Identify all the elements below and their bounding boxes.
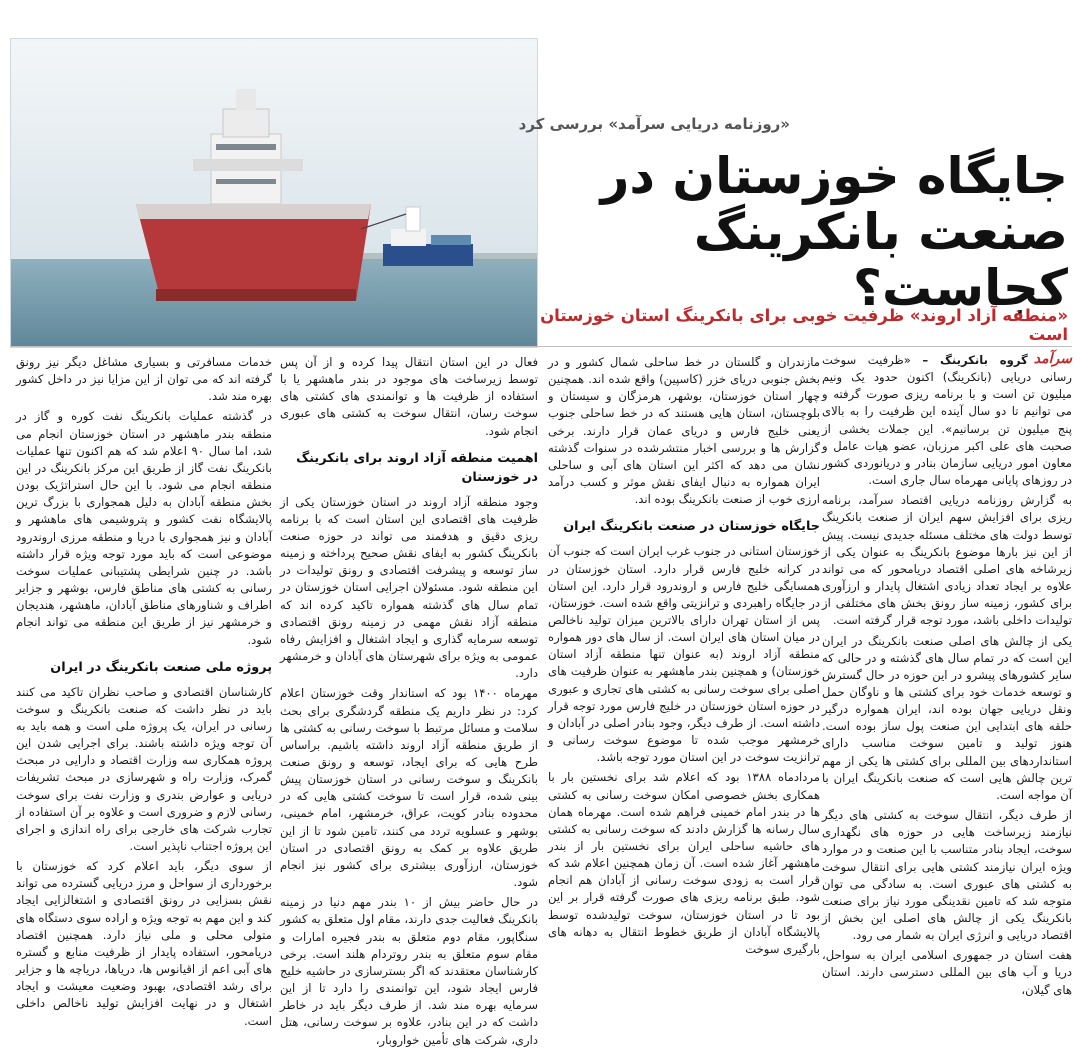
- tanker-photo: [10, 38, 538, 348]
- column-4-paragraph-4: از سوی دیگر، باید اعلام کرد که خوزستان با برخورداری از سواحل و مرز دریایی گسترده می تواند نقش بسزایی در رونق اقتصادی و اشتغالزایی ایجاد کند و این مهم به توجه ویژه و اراده سوی دستگاه های متولی محلی و ملی نیاز دارد. همچنین اقتصاد دریامحور، استفاده پایدار از ظرفیت منابع و گستره های آبی اعم از اقیانوس ها، دریاها، دریاچه ها و جزایر برای رشد اقتصادی، بهبود وضعیت معیشت و ایجاد اشتغال و در نهایت افزایش تولید ناخالص داخلی است.: [16, 859, 272, 1028]
- headline-line-2: صنعت بانکرینگ کجاست؟: [693, 203, 1068, 317]
- publisher-signature: سرآمد: [1033, 351, 1072, 367]
- column-2-paragraph-2: خوزستان استانی در جنوب غرب ایران است که جنوب آن در کرانه خلیج فارس قرار دارد. استان خوزستان در همسایگی خلیج فارس و اروندرود قرار دارد. این استان در جایگاه راهبردی و ترانزیتی واقع شده است. خوزستان، پس از استان تهران دارای بالاترین میزان تولید ناخالص در میان استان های ایران است. از سال های دور همواره منطقه آزاد اروند (به عنوان تنها منطقه آزاد استان خوزستان) و همچنین بندر ماهشهر به عنوان ظرفیت های اصلی برای سوخت رسانی به کشتی های تجاری و عبوری در حوزه استان خوزستان در خلیج فارس مورد توجه قرار داشته است. از طرف دیگر، وجود بنادر اصلی در آبادان و خرمشهر موجب شده تا موضوع سوخت رسانی و ترانزیت سوخت در این استان مورد توجه باشد.: [548, 544, 820, 765]
- column-1-paragraph-2: به گزارش روزنامه دریایی اقتصاد سرآمد، برنامه ریزی برای افزایش سهم ایران از صنعت بانکرینگ توسط دولت های مختلف مسئله جدیدی نیست. پیش از این نیز بارها موضوع بانکرینگ به عنوان یکی از زیرشاخه های اصلی اقتصاد دریامحور که می تواند علاوه بر ایجاد تعداد زیادی اشتغال پایدار و ارزآوری برای کشور، زمینه ساز رونق بخش های مختلفی از تولیدات داخلی باشد، مورد توجه قرار گرفته است.: [822, 493, 1072, 628]
- article-subhead: «منطقه آزاد اروند» ظرفیت خوبی برای بانکرینگ استان خوزستان است: [540, 306, 1068, 344]
- column-3-paragraph-4: در حال حاضر بیش از ۱۰ بندر مهم دنیا در زمینه بانکرینگ فعالیت جدی دارند، مقام اول متعلق به کشور سنگاپور، مقام دوم متعلق به بندر فجیره امارات و مقام سوم متعلق به بندر روتردام هلند است. برخی کارشناسان معتقدند که اگر بسترسازی در حاشیه خلیج فارس ایجاد شود، این توانمندی را دارد تا از این سرمایه بهره مند شد. از طرف دیگر باید در خاطر داشت که در این بنادر، علاوه بر سوخت رسانی، هتل داری، شرکت های تأمین خواروبار،: [280, 895, 539, 1047]
- lead-text: «ظرفیت سوخت رسانی دریایی (بانکرینگ) اکنون حدود یک ونیم میلیون تن است و با برنامه ریزی صورت گرفته و می توانیم تا دو سال آینده این ظرفیت را به بالای پنج میلیون تن برسانیم». این جملات بخشی از صحبت های علی اکبر مرزبان، عضو هیات عامل و معاون امور دریایی سازمان بنادر و دریانوردی کشور در روزهای پایانی مهرماه سال جاری است.: [822, 353, 1072, 488]
- article-column-2: [548, 354, 820, 978]
- column-3-paragraph-3: مهرماه ۱۴۰۰ بود که استاندار وقت خوزستان اعلام کرد: در نظر داریم یک منطقه گردشگری برای بحث سلامت و مسائل مرتبط با سوخت رسانی به کشتی ها از طریق منطقه آزاد اروند داشته باشیم. براساس طرح هایی که برای ایجاد، توسعه و رونق صنعت بانکرینگ و سوخت رسانی در استان خوزستان پیش بینی شده، قرار است تا سوخت کشتی هایی که در محدوده بنادر کویت، عراق، خرمشهر، امام خمینی، بوشهر و عسلویه تردد می کنند، تامین شود تا از این طریق علاوه بر کمک به رونق اقتصادی در استان خوزستان، ارزآوری بیشتری برای کشور نیز انجام شود.: [280, 686, 538, 890]
- section-heading-arvand-free-zone: اهمیت منطقه آزاد اروند برای بانکرینگ در خوزستان: [296, 450, 538, 485]
- column-3-paragraph-2: وجود منطقه آزاد اروند در استان خوزستان یکی از ظرفیت های اقتصادی این استان است که با برنامه ریزی دقیق و هدفمند می تواند در حوزه صنعت بانکرینگ کشور به ایفای نقش صحیح پرداخته و زمینه ساز توسعه و پیشرفت اقتصادی و رونق تولیدات در این منطقه شود. مسئولان اجرایی استان خوزستان در تمام سال های گذشته همواره تاکید کرده اند که منطقه آزاد نقش مهمی در زمینه رونق اقتصادی توسعه سرمایه گذاری و ایجاد اشتغال و افزایش رفاه عمومی به ویژه برای شهرستان های آبادان و خرمشهر دارد.: [280, 494, 538, 681]
- column-4-paragraph-3: کارشناسان اقتصادی و صاحب نظران تاکید می کنند باید در نظر داشت که صنعت بانکرینگ و سوخت رسانی در ایران، یک پروژه ملی است و همه باید به آن توجه ویژه داشته باشند. برای اجرایی شدن این پروژه همکاری سه وزارت اقتصاد و دارایی در مبحث گمرک، وزارت راه و شهرسازی در مبحث تشریفات دریایی و عوارض بندری و وزارت نفت برای سوخت رسانی لازم و ضروری است و علاوه بر آن استفاده از تجارب شرکت های خارجی برای راه اندازی و اجرای این پروژه اجتناب ناپذیر است.: [16, 684, 272, 853]
- column-1-paragraph-1: [822, 352, 1072, 489]
- column-2-paragraph-3: مردادماه ۱۳۸۸ بود که اعلام شد برای نخستین بار با همکاری بخش خصوصی امکان سوخت رسانی به کشتی ها در بندر امام خمینی فراهم شده است. مهرماه همان سال رسانه ها گزارش دادند که سوخت رسانی به کشتی های حاشیه ساحلی ایران برای نخستین بار از بندر ماهشهر آغاز شده است. آن زمان همچنین اعلام شد که قرار است به زودی سوخت رسانی از آبادان هم انجام شود. طبق برنامه ریزی های صورت گرفته قرار بر این بود تا در استان خوزستان، سوخت تولیدشده توسط پالایشگاه آبادان از طریق خطوط انتقال به دهانه های بارگیری سوخت: [548, 770, 821, 956]
- column-1-paragraph-4: از طرف دیگر، انتقال سوخت به کشتی های دیگر نیازمند زیرساخت هایی در حوزه های نگهداری سوخت، ایجاد بنادر متناسب با این صنعت و در موارد ویژه ایران نیازمند کشتی هایی برای انتقال سوخت به کشتی های عبوری است. به سادگی می توان متوجه شد که تامین نقدینگی مورد نیاز برای صنعت بانکرینگ یکی از چالش های اصلی این بخش از اقتصاد دریایی و انرژی ایران به شمار می رود.: [822, 808, 1072, 943]
- tanker-photo-svg: [11, 39, 537, 347]
- section-heading-national-project: پروژه ملی صنعت بانکرینگ در ایران: [50, 659, 272, 675]
- article-kicker: «روزنامه دریایی سرآمد» بررسی کرد: [518, 115, 790, 133]
- section-heading-khuzestan-position: جایگاه خوزستان در صنعت بانکرینگ ایران: [563, 519, 820, 535]
- column-1-paragraph-5: هفت استان در جمهوری اسلامی ایران به سواحل، دریا و آب های بین المللی دسترسی دارند. استان های گیلان،: [822, 948, 1072, 997]
- tanker-hull: [136, 204, 371, 301]
- article-column-4: [16, 354, 272, 1028]
- article-column-3: [280, 354, 539, 1047]
- column-2-paragraph-1: مازندران و گلستان در خط ساحلی شمال کشور و در بخش جنوبی دریای خزر (کاسپین) واقع شده اند. همچنین چهار استان خوزستان، بوشهر، هرمزگان و سیستان و بلوچستان، استان هایی هستند که در خط ساحلی جنوب یعنی خلیج فارس و دریای عمان قرار دارند. برخی گزارش ها و بررسی اخبار منتشرشده در سنوات گذشته نشان می دهد که اکثر این استان های آبی و ساحلی ایران همواره به دنبال ایفای نقش موثر و کسب درآمد ارزی خوب از صنعت بانکرینگ بوده اند.: [548, 355, 820, 507]
- header-divider: [10, 346, 1072, 347]
- article-headline: [548, 148, 1068, 316]
- column-1-paragraph-3: یکی از چالش های اصلی صنعت بانکرینگ در ایران این است که در تمام سال های گذشته و در حالی که سایر کشورهای پیشرو در این حوزه در حال گسترش و توسعه خدمات خود برای کشتی ها و ناوگان حمل ونقل دریایی جهان بوده اند، ایران همواره درگیر حلقه های ابتدایی این صنعت پول ساز بوده است. هنوز تولید و تامین سوخت مناسب دارای استانداردهای بین المللی برای کشتی ها یکی از مهم ترین چالش هایی است که صنعت بانکرینگ ایران با آن مواجه است.: [822, 633, 1072, 802]
- article-column-1: [822, 351, 1072, 997]
- column-4-paragraph-2: در گذشته عملیات بانکرینگ نفت کوره و گاز در منطقه بندر ماهشهر در استان خوزستان انجام می شد، اما سال ۹۰ اعلام شد که هم اکنون تنها عملیات بانکرینگ نفت گاز از طریق این مرکز بانکرینگ در این منطقه انجام می شود. با این حال استراتژیک بودن بخش منطقه آبادان به دلیل همجواری با بزرگ ترین پالایشگاه نفت کشور و پتروشیمی های ماهشهر و آبادان و نیز همجواری با دریا و منطقه مرزی اروندرود موضوعی است که باید مورد توجه ویژه قرار داشته باشد. در چنین شرایطی پشتیبانی عملیات سوخت رسانی به کشتی های مناطق فارس، بوشهر و جزایر اطراف و شناورهای مناطق آبادان، ماهشهر، هندیجان و خرمشهر نیز از طریق این منطقه می تواند انجام شود.: [16, 409, 272, 647]
- headline-line-1: جایگاه خوزستان در: [600, 147, 1068, 205]
- column-3-paragraph-1: فعال در این استان انتقال پیدا کرده و از آن پس توسط زیرساخت های موجود در بندر ماهشهر یا با استفاده از ظرفیت ها و توانمندی های کشتی های سوخت رسان، انتقال سوخت به کشتی های عبوری انجام شود.: [280, 355, 538, 438]
- lead-label: گروه بانکرینگ –: [922, 353, 1028, 367]
- column-4-paragraph-1: خدمات مسافرتی و بسیاری مشاغل دیگر نیز رونق گرفته اند که می توان از این مزایا نیز در داخل کشور بهره مند شد.: [16, 355, 272, 404]
